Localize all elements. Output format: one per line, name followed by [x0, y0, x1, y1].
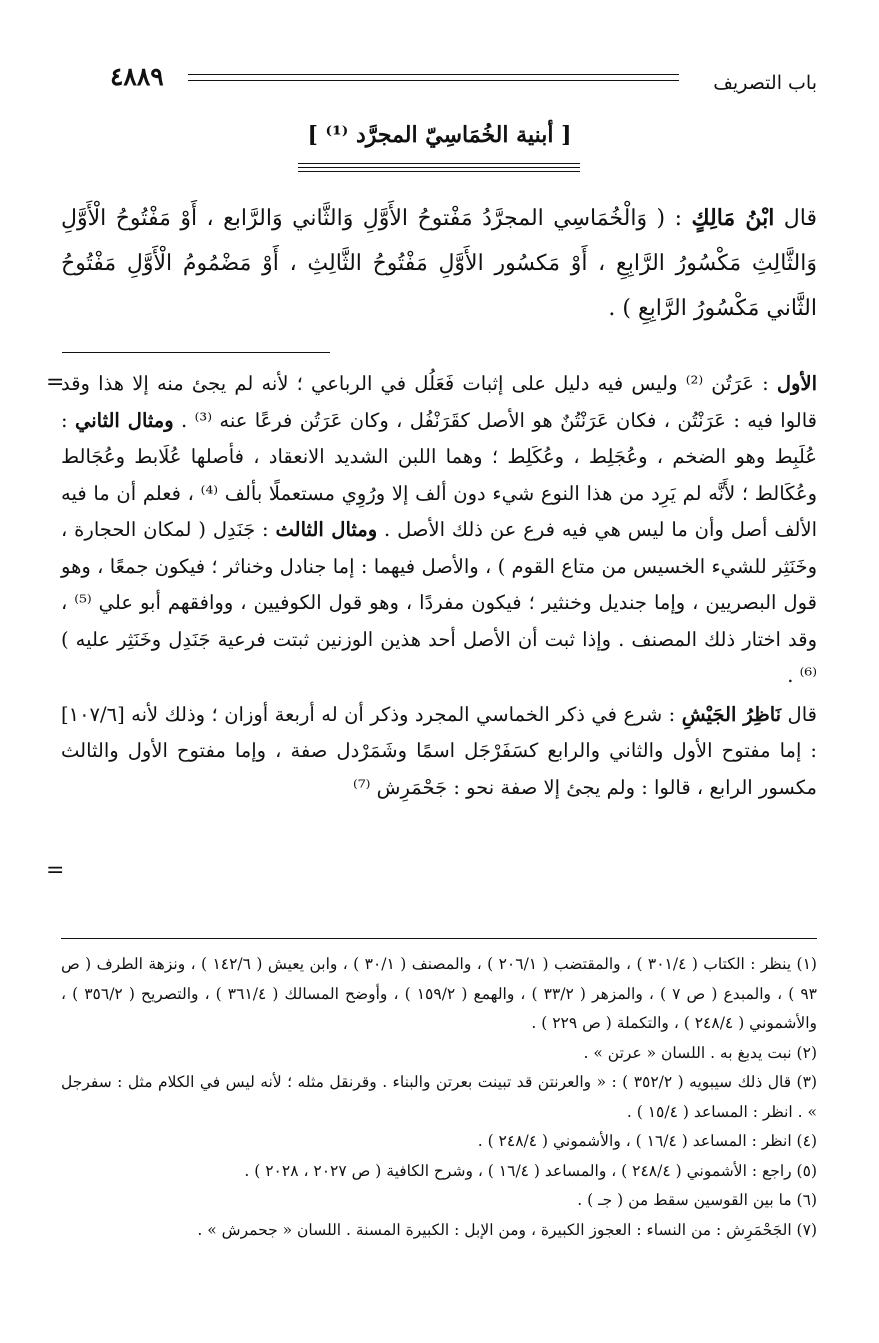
commentary-term: نَاظِرُ الجَيْشِ	[681, 702, 782, 726]
quote-intro: قال	[783, 206, 818, 231]
footnote: (٧) الجَحْمَرِش : من النساء : العجوز الكبيرة ، ومن الإبل : الكبيرة المسنة . اللسان « جحمرش » .	[197, 1220, 817, 1239]
footnote: (٢) نبت يدبغ به . اللسان « عرتن » .	[583, 1043, 817, 1062]
commentary-paragraph	[61, 366, 817, 695]
ibn-malik-quote	[61, 196, 817, 331]
quote-text: : ( وَالْخُمَاسِي المجرَّدُ مَفْتوحُ الأَوَّلِ وَالثَّاني وَالرَّابع ، أَوْ مَفْتُوحُ الْأَوَّلِ وَالثَّالِثِ مَكْسُورُ الرَّابِعِ ، أَوْ مَكسُور الأَوَّلِ مَفْتُوحُ الثَّالِثِ ، أَوْ مَضْمُومُ الْأَوَّلِ مَفْتُوحُ الثَّاني مَكْسُورُ الرَّابِعِ ) .	[61, 206, 817, 321]
footnote: (٣) قال ذلك سيبويه ( ٣٥٢/٢ ) : « والعرنتن قد تبينت بعرتن والبناء . وقرنقل مثله ؛ لأنه ليس في الكلام مثل : سفرجل » . انظر : المساعد ( ١٥/٤ ) .	[61, 1073, 817, 1121]
commentary-text: : جَنَدِل ( لمكان الحجارة ، وخَنَثِر للشيء الخسيس من متاع القوم ) ، والأصل فيهما : إما جنادل وخناثر ؛ فيكون جمعًا ، وهو قول البصريين ، وإما جنديل وخنثير ؛ فيكون مفردًا ، وهو قول الكوفيين ، ووافقهم أبو علي ⁽⁵⁾ ، وقد اختار ذلك المصنف . وإذا ثبت أن الأصل أحد هذين الوزنين ثبتت فرعية جَنَدِل وخَنَثِر عليه ) ⁽⁶⁾ .	[61, 518, 817, 687]
page-number: ٤٨٨٩	[110, 62, 164, 91]
header-rule	[188, 80, 679, 81]
commentary-text: قال	[781, 702, 817, 726]
section-divider	[62, 352, 330, 353]
continuation-mark: =	[46, 370, 65, 395]
commentary-paragraph	[61, 697, 817, 807]
commentary-term: الأول	[776, 372, 817, 395]
continuation-mark: =	[46, 858, 65, 883]
commentary-term: ومثال الثالث	[275, 518, 378, 541]
footnote: (٤) انظر : المساعد ( ١٦/٤ ) ، والأشموني ( ٢٤٨/٤ ) .	[477, 1132, 817, 1150]
footnote: (٦) ما بين القوسين سقط من ( جـ ) .	[577, 1191, 817, 1209]
author-name: ابْنُ مَالِكٍ	[691, 205, 775, 231]
chapter-title: [ أبنية الخُمَاسِيّ المجرَّد ⁽¹⁾ ]	[307, 122, 572, 148]
header-rule	[188, 74, 679, 75]
running-header	[110, 58, 817, 98]
footnote-rule	[61, 938, 817, 939]
section-title: باب التصريف	[713, 72, 817, 94]
commentary-text: : عُلَبِط وهو الضخم ، وعُجَلِط ، وعُكَلِط ؛ وهما اللبن الشديد الانعقاد ، فأصلها عُلَابط وعُجَالط وعُكَالط ؛ لأَنَّه لم يَرِد من هذا النوع شيء دون ألف إلا ورُوِي مستعملًا بألف ⁽⁴⁾ ، فعلم أن ما فيه الألف أصل وأن ما ليس هي فيه فرع عن ذلك الأصل .	[61, 408, 818, 541]
commentary-text: : عَرَتُن ⁽²⁾ وليس فيه دليل على إثبات فَعَلُل في الرباعي ؛ لأنه لم يجئ منه إلا هذا وقد قالوا فيه : عَرَنْتُن ، فكان عَرَنْتُنٌ هو الأصل كقَرَنْفُل ، وكان عَرَتُن فرعًا عنه ⁽³⁾ .	[61, 372, 817, 432]
footnotes	[61, 950, 817, 1245]
commentary-text: : شرع في ذكر الخماسي المجرد وذكر أن له أربعة أوزان ؛ وذلك لأنه [١٠٧/٦] : إما مفتوح الأول والثاني والرابع كسَفَرْجَل اسمًا وشَمَرْدل صفة ، وإما مفتوح الأول والثالث مكسور الرابع ، قالوا : ولم يجئ إلا صفة نحو : جَحْمَرِش ⁽⁷⁾	[61, 702, 817, 799]
commentary	[61, 366, 817, 806]
commentary-term: ومثال الثاني	[74, 408, 174, 432]
footnote: (١) ينظر : الكتاب ( ٣٠١/٤ ) ، والمقتضب ( ٢٠٦/١ ) ، والمصنف ( ٣٠/١ ) ، وابن يعيش ( ١٤٢/٦ ) ، ونزهة الطرف ( ص ٩٣ ) ، والمبدع ( ص ٧ ) ، والمزهر ( ٣٣/٢ ) ، والهمع ( ١٥٩/٢ ) ، وأوضح المسالك ( ٣٦١/٤ ) ، والتصريح ( ٣٥٦/٢ ) ، والأشموني ( ٢٤٨/٤ ) ، والتكملة ( ص ٢٢٩ ) .	[61, 955, 817, 1032]
footnote: (٥) راجع : الأشموني ( ٢٤٨/٤ ) ، والمساعد ( ١٦/٤ ) ، وشرح الكافية ( ص ٢٠٢٧ ، ٢٠٢٨ ) .	[244, 1161, 817, 1180]
title-underline	[298, 163, 580, 175]
